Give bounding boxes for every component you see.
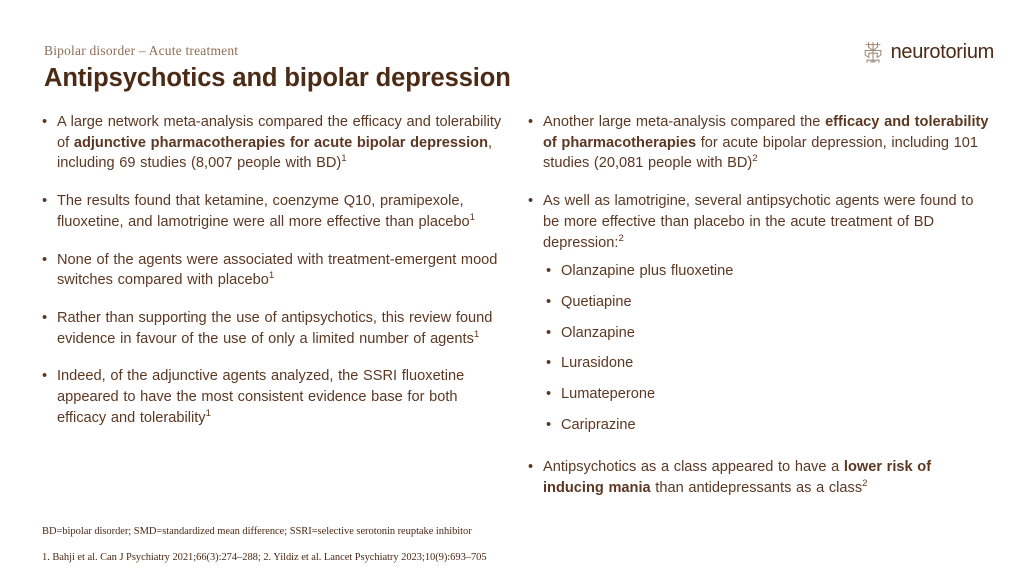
right-bullet-1-text: Another large meta-analysis compared the efficacy and tolerability of pharmacotherapies for acute bipolar depression, including 101 studies (20,081 people with BD)$^2$ [543,114,989,172]
left-bullet-2-text: The results found that ketamine, coenzyme Q10, pramipexole, fluoxetine, and lamotrigine were all more effective than placebo$^1$ [57,193,475,230]
slide-header [44,41,994,93]
bullet-marker-icon: • [546,416,552,433]
right-bullet-2 [526,191,992,435]
right-bullet-list [526,112,992,499]
left-bullet-5 [40,366,506,428]
left-bullet-5-text: Indeed, of the adjunctive agents analyzed, the SSRI fluoxetine appeared to have the most consistent evidence base for both efficacy and tolerability$^1$ [57,368,465,426]
left-bullet-list [40,112,506,429]
slide-kicker: Bipolar disorder – Acute treatment [44,43,239,58]
bullet-marker-icon: • [528,114,534,130]
abbreviations-line: BD=bipolar disorder; SMD=standardized mean difference; SSRI=selective serotonin reuptake inhibitor [42,525,472,537]
left-bullet-1-text: A large network meta-analysis compared the efficacy and tolerability of adjunctive pharmacotherapies for acute bipolar depression, including 69 studies (8,007 people with BD)$^1$ [57,114,502,172]
content-columns [40,112,992,499]
list-item [543,293,992,313]
bullet-marker-icon: • [528,193,534,210]
agent-label: Cariprazine [561,416,636,433]
agent-label: Olanzapine plus fluoxetine [561,263,734,280]
list-item [543,385,992,405]
left-bullet-3 [40,250,506,291]
bullet-marker-icon: • [42,193,48,210]
right-bullet-3-text: Antipsychotics as a class appeared to have a lower risk of inducing mania than antidepressants as a class$^2$ [543,459,932,497]
bullet-marker-icon: • [42,368,48,385]
right-bullet-1 [526,112,992,174]
footnotes [42,525,982,564]
right-bullet-2-text: As well as lamotrigine, several antipsychotic agents were found to be more effective than placebo in the acute treatment of BD depression:$^2$ [543,193,974,251]
brand-name: neurotorium [890,41,994,63]
list-item [543,354,992,374]
left-column [40,112,506,499]
right-column [526,112,992,499]
bullet-marker-icon: • [546,324,552,341]
agent-list [543,262,992,435]
agent-label: Lurasidone [561,355,634,372]
agent-label: Olanzapine [561,324,635,341]
left-bullet-4 [40,308,506,349]
bullet-marker-icon: • [42,310,48,327]
right-bullet-3 [526,457,992,498]
left-bullet-3-text: None of the agents were associated with treatment-emergent mood switches compared with placebo$^1$ [57,251,498,289]
references-line: 1. Bahji et al. Can J Psychiatry 2021;66(3):274–288; 2. Yildiz et al. Lancet Psychiatry 2023;10(9):693–705 [42,551,487,563]
list-item [543,262,992,282]
left-bullet-4-text: Rather than supporting the use of antipsychotics, this review found evidence in favour of the use of only a limited number of agents$^1$ [57,310,493,347]
neuron-tree-icon [862,40,884,64]
brand-logo[interactable] [862,40,994,64]
left-bullet-1 [40,112,506,174]
page-title: Antipsychotics and bipolar depression [44,63,511,92]
left-bullet-2 [40,191,506,232]
list-item [543,324,992,344]
bullet-marker-icon: • [528,459,534,476]
agent-label: Lumateperone [561,386,656,403]
bullet-marker-icon: • [546,263,552,280]
bullet-marker-icon: • [42,114,48,130]
bullet-marker-icon: • [546,386,552,403]
bullet-marker-icon: • [546,355,552,372]
bullet-marker-icon: • [546,294,552,310]
agent-label: Quetiapine [561,294,632,310]
bullet-marker-icon: • [42,251,48,268]
list-item [543,416,992,436]
